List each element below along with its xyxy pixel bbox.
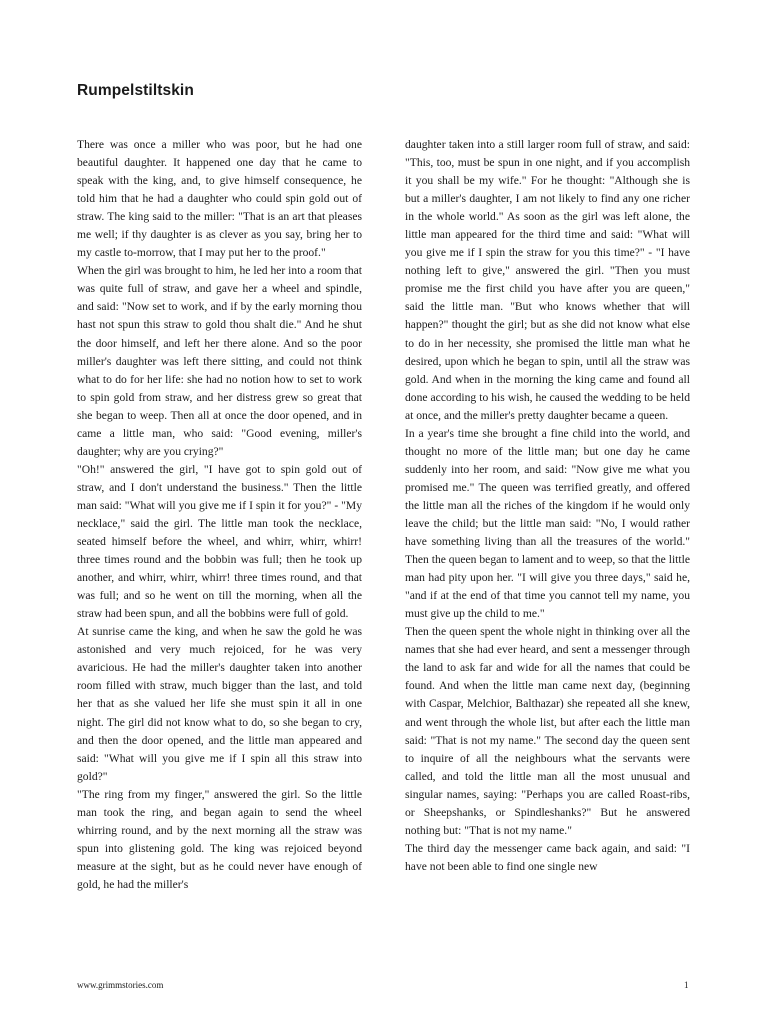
paragraph: daughter taken into a still larger room full of straw, and said: "This, too, must be spun in one night, and if you accomplish it you shall be my wife." For he thought: "Although she is but a miller's daughter, I am not likely to find any one richer in the whole world." As soon as the girl was left alone, the little man appeared for the third time and said: "What will you give me if I spin the straw for you this time?" - "I have nothing left to give," answered the girl. "Then you must promise me the first child you have after you are queen," said the little man. "But who knows whether that will happen?" thought the girl; but as she did not know what else to do in her necessity, she promised the little man what he desired, upon which he began to spin, until all the straw was gold. And when in the morning the king came and found all done according to his wish, he caused the wedding to be held at once, and the miller's pretty daughter became a queen. xyxy=(405,138,690,422)
paragraph: At sunrise came the king, and when he saw the gold he was astonished and very much rejoiced, for he was very avaricious. He had the miller's daughter taken into another room filled with straw, much bigger than the last, and told her that as she valued her life she must spin it all in one night. The girl did not know what to do, so she began to cry, and then the door opened, and the little man appeared and said: "What will you give me if I spin all this straw into gold?" xyxy=(77,625,362,783)
page-title: Rumpelstiltskin xyxy=(77,82,194,99)
paragraph: There was once a miller who was poor, but he had one beautiful daughter. It happened one day that he came to speak with the king, and, to give himself consequence, he told him that he had a daughter who could spin gold out of straw. The king said to the miller: "That is an art that pleases me well; if thy daughter is as clever as you say, bring her to my castle to-morrow, that I may put her to the proof." xyxy=(77,138,362,260)
paragraph: The third day the messenger came back again, and said: "I have not been able to find one single new xyxy=(405,841,690,873)
paragraph: In a year's time she brought a fine child into the world, and thought no more of the little man; but one day he came suddenly into her room, and said: "Now give me what you promised me." The queen was terrified greatly, and offered the little man all the riches of the kingdom if he would only leave the child; but the little man said: "No, I would rather have something living than all the treasures of the world." Then the queen began to lament and to weep, so that the little man had pity upon her. "I will give you three days," said he, "and if at the end of that time you cannot tell my name, you must give up the child to me." xyxy=(405,426,690,621)
paragraph: "Oh!" answered the girl, "I have got to spin gold out of straw, and I don't understand the business." Then the little man said: "What will you give me if I spin it for you?" - "My necklace," said the girl. The little man took the necklace, seated himself before the wheel, and whirr, whirr, whirr! three times round and the bobbin was full; then he took up another, and whirr, whirr, whirr! three times round, and that was full; and so he went on till the morning, when all the straw had been spun, and all the bobbins were full of gold. xyxy=(77,462,362,621)
right-text-column xyxy=(405,136,690,876)
footer-site-url: www.grimmstories.com xyxy=(77,980,164,990)
paragraph: "The ring from my finger," answered the girl. So the little man took the ring, and began again to send the wheel whirring round, and by the next morning all the straw was spun into glistening gold. The king was rejoiced beyond measure at the sight, but as he could never have enough of gold, he had the miller's xyxy=(77,787,362,891)
paragraph: When the girl was brought to him, he led her into a room that was quite full of straw, and gave her a wheel and spindle, and said: "Now set to work, and if by the early morning thou hast not spun this straw to gold thou shalt die." And he shut the door himself, and left her there alone. And so the poor miller's daughter was left there sitting, and could not think what to do for her life: she had no notion how to set to work to spin gold from straw, and her distress grew so great that she began to weep. Then all at once the door opened, and in came a little man, who said: "Good evening, miller's daughter; why are you crying?" xyxy=(77,264,362,458)
page-number: 1 xyxy=(684,980,689,990)
paragraph: Then the queen spent the whole night in thinking over all the names that she had ever heard, and sent a messenger through the land to ask far and wide for all the names that could be found. And when the little man came next day, (beginning with Caspar, Melchior, Balthazar) she repeated all she knew, and went through the whole list, but after each the little man said: "That is not my name." The second day the queen sent to inquire of all the neighbours what the servants were called, and told the little man all the most unusual and singular names, saying: "Perhaps you are called Roast-ribs, or Sheepshanks, or Spindleshanks?" But he answered nothing but: "That is not my name." xyxy=(405,625,690,837)
left-text-column xyxy=(77,136,362,894)
